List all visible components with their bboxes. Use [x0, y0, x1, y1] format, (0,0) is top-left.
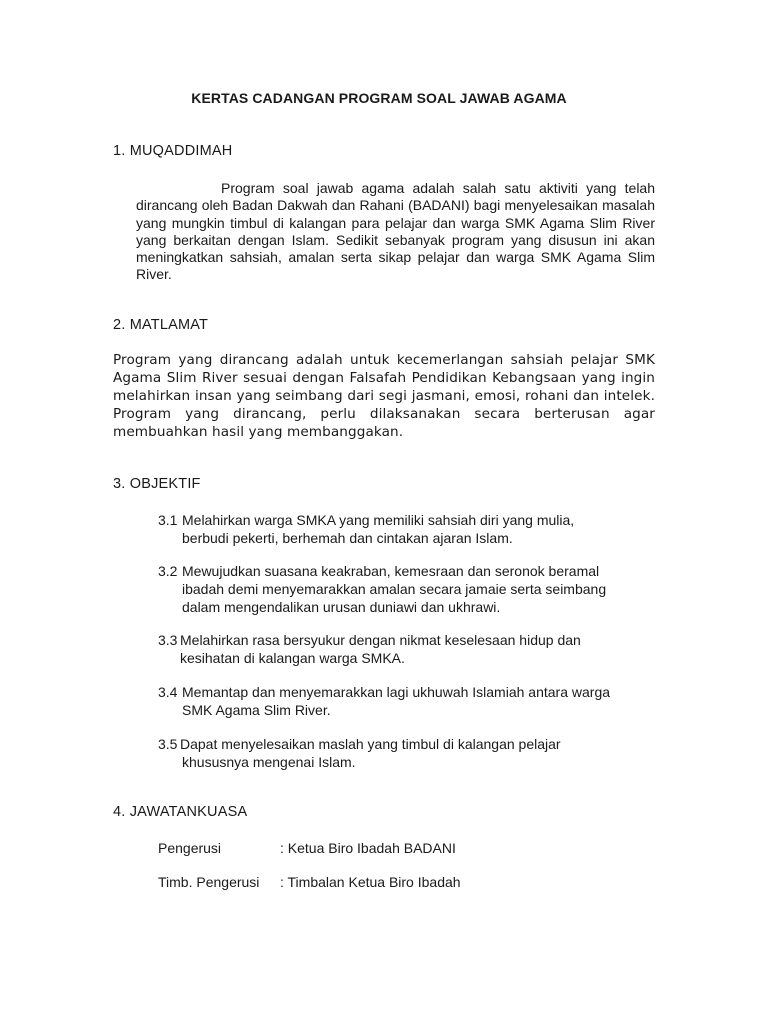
objective-text: Mewujudkan suasana keakraban, kemesraan dan seronok beramal: [182, 563, 600, 579]
committee-role: Pengerusi: [158, 840, 222, 856]
objective-text: Dapat menyelesaikan maslah yang timbul di kalangan pelajar: [180, 736, 561, 752]
objective-item-3-3: [158, 631, 638, 667]
objective-text-cont: berbudi pekerti, berhemah dan cintakan ajaran Islam.: [182, 530, 513, 546]
committee-role: Timb. Pengerusi: [158, 874, 260, 890]
objective-item-3-5: [158, 735, 638, 771]
heading-matlamat: 2. MATLAMAT: [113, 317, 209, 333]
heading-jawatankuasa: 4. JAWATANKUASA: [113, 804, 248, 820]
paragraph-muqaddimah-text: Program soal jawab agama adalah salah satu aktiviti yang telah dirancang oleh Badan Dakwah dan Rahani (BADANI) bagi menyelesaikan masalah yang mungkin timbul di kalangan para pelajar dan warga SMK Agama Slim River yang berkaitan dengan Islam. Sedikit sebanyak program yang disusun ini akan meningkatkan sahsiah, amalan serta sikap pelajar dan warga SMK Agama Slim River.: [136, 180, 655, 283]
objective-text-cont: dalam mengendalikan urusan duniawi dan ukhrawi.: [182, 599, 501, 615]
objective-text-cont: kesihatan di kalangan warga SMKA.: [180, 650, 405, 666]
committee-row-pengerusi: [158, 840, 456, 856]
committee-row-timb-pengerusi: [158, 874, 461, 890]
objective-text-cont: SMK Agama Slim River.: [182, 702, 331, 718]
objective-text: Melahirkan warga SMKA yang memiliki sahsiah diri yang mulia,: [182, 512, 575, 528]
document-title: KERTAS CADANGAN PROGRAM SOAL JAWAB AGAMA: [191, 90, 567, 106]
objective-text-cont: ibadah demi menyemarakkan amalan secara jamaie serta seimbang: [182, 581, 607, 597]
objective-text: Melahirkan rasa bersyukur dengan nikmat keselesaan hidup dan: [180, 632, 581, 648]
objective-number: 3.5: [158, 736, 178, 752]
committee-member: : Timbalan Ketua Biro Ibadah: [280, 874, 461, 890]
objective-item-3-4: [158, 683, 638, 719]
objective-number: 3.2: [158, 563, 178, 579]
objective-item-3-1: [158, 511, 638, 547]
paragraph-matlamat-text: Program yang dirancang adalah untuk kecemerlangan sahsiah pelajar SMK Agama Slim River sesuai dengan Falsafah Pendidikan Kebangsaan yang ingin melahirkan insan yang seimbang dari segi jasmani, emosi, rohani dan intelek. Program yang dirancang, perlu dilaksanakan secara berterusan agar membuahkan hasil yang membanggakan.: [113, 352, 655, 440]
objective-number: 3.4: [158, 684, 178, 700]
committee-member: : Ketua Biro Ibadah BADANI: [280, 840, 456, 856]
objective-number: 3.1: [158, 512, 178, 528]
objective-text-cont: khususnya mengenai Islam.: [182, 754, 356, 770]
objective-number: 3.3: [158, 632, 178, 648]
heading-objektif: 3. OBJEKTIF: [113, 476, 201, 492]
paragraph-muqaddimah: [136, 180, 655, 284]
heading-muqaddimah: 1. MUQADDIMAH: [113, 143, 233, 159]
objective-text: Memantap dan menyemarakkan lagi ukhuwah Islamiah antara warga: [182, 684, 611, 700]
paragraph-matlamat: [113, 351, 655, 441]
objective-item-3-2: [158, 562, 638, 616]
